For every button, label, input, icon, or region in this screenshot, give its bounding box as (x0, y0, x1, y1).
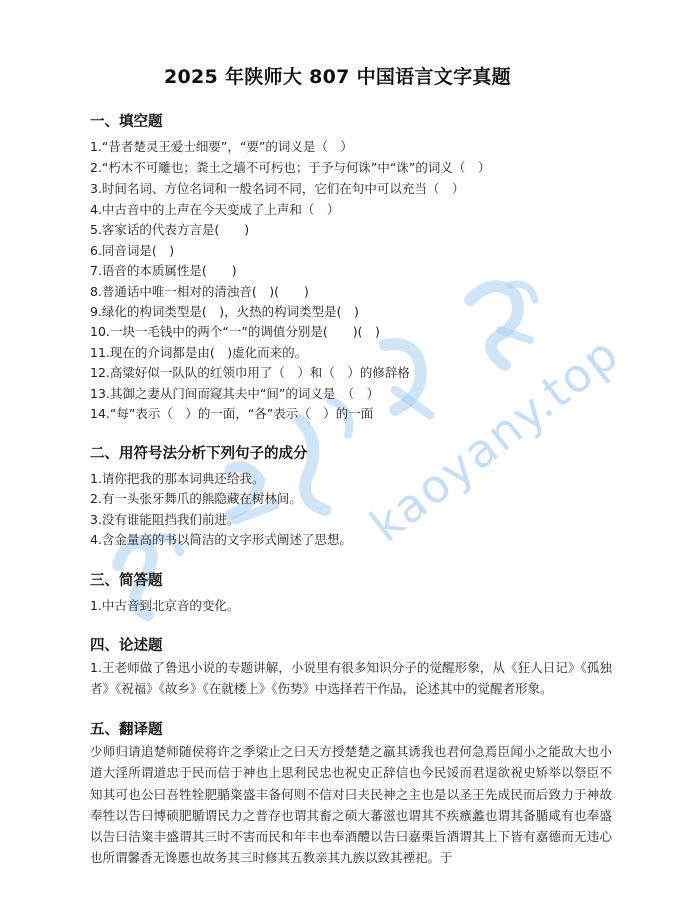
question-line: 2.有一头张牙舞爪的熊隐藏在树林间。 (90, 491, 302, 506)
translation-passage: 少师归请追楚师随侯将许之季梁止之曰天方授楚楚之羸其诱我也君何急焉臣闻小之能敌大也小道大淫所谓道忠于民而信于神也上思利民忠也祝史正辞信也今民馁而君逞欲祝史矫举以祭臣不知其可也公曰吾牲牷肥腯粢盛丰备何则不信对曰夫民神之主也是以圣王先成民而后致力于神故奉牲以告曰博硕肥腯谓民力之普存也谓其畜之硕大蕃滋也谓其不疾瘯蠡也谓其备腯咸有也奉盛以告曰洁粢丰盛谓其三时不害而民和年丰也奉酒醴以告曰嘉栗旨酒谓其上下皆有嘉德而无违心也所谓馨香无谗慝也故务其三时修其五教亲其九族以致其禋祀。于 (90, 744, 612, 866)
essay-question: 1.王老师做了鲁迅小说的专题讲解，小说里有很多知识分子的觉醒形象，从《狂人日记》《孤独者》《祝福》《故乡》《在就楼上》《伤势》中选择若干作品，论述其中的觉醒者形象。 (90, 660, 612, 697)
question-line: 8.普通话中唯一相对的清浊音( )( ) (90, 284, 309, 299)
question-line: 12.高粱好似一队队的红领巾用了（ ）和（ ）的修辞格 (90, 365, 410, 380)
question-line: 1.“昔者楚灵王爱士细要”，“要”的词义是（ ） (90, 139, 353, 154)
question-line: 9.绿化的构词类型是( )，火热的构词类型是( ) (90, 304, 359, 319)
question-line: 3.时间名词、方位名词和一般名词不同，它们在句中可以充当（ ） (90, 181, 465, 196)
section-heading-short-answer: 三、简答题 (90, 573, 163, 589)
question-line: 10.一块一毛钱中的两个“一”的调值分别是( )( ) (90, 324, 380, 339)
question-line: 5.客家话的代表方言是( ) (90, 222, 250, 237)
question-line: 2.“朽木不可雕也；粪土之墙不可杇也；于予与何诛”中“诛”的词义（ ） (90, 160, 491, 175)
section-heading-translation: 五、翻译题 (90, 722, 163, 738)
question-line: 6.同音词是( ) (90, 243, 175, 258)
question-line: 11.现在的介词都是由( )虚化而来的。 (90, 345, 308, 360)
question-line: 13.其御之妻从门间而窥其夫中“间”的词义是 （ ） (90, 386, 380, 401)
question-line: 1.请你把我的那本词典还给我。 (90, 471, 265, 486)
question-line: 4.含金量高的书以简洁的文字形式阐述了思想。 (90, 532, 352, 547)
question-line: 3.没有谁能阻挡我们前进。 (90, 512, 240, 527)
section-heading-fill-in: 一、填空题 (90, 114, 163, 130)
question-line: 14.“每”表示（ ）的一面，“各”表示（ ）的一面 (90, 406, 374, 421)
section-heading-essay: 四、论述题 (90, 638, 163, 654)
question-line: 4.中古音中的上声在今天变成了上声和（ ） (90, 202, 340, 217)
question-line: 1.中古音到北京音的变化。 (90, 598, 240, 613)
question-line: 7.语音的本质属性是( ) (90, 263, 237, 278)
page-title: 2025 年陕师大 807 中国语言文字真题 (164, 66, 511, 88)
watermark-url: kaoyany.top (360, 325, 630, 553)
section-heading-sentence-analysis: 二、用符号法分析下列句子的成分 (90, 446, 308, 462)
